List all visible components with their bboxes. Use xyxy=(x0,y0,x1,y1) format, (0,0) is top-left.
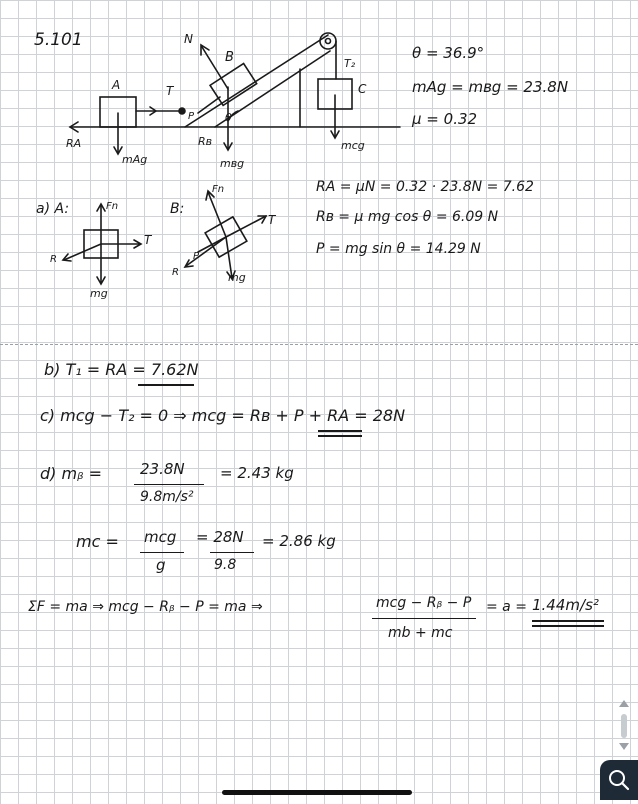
solution-d-mc-den1: g xyxy=(156,556,166,574)
underline-e-2 xyxy=(532,625,604,627)
fbd-b-label-mg: mg xyxy=(228,271,246,284)
solution-c-answer: 28N xyxy=(372,406,406,425)
solution-d-mc-lhs: mc = xyxy=(76,532,119,551)
label-theta: θ xyxy=(225,111,232,124)
problem-number: 5.101 xyxy=(34,30,83,50)
incline-pulley-diagram xyxy=(60,25,420,170)
label-rb: Rʙ xyxy=(198,135,213,148)
solution-e-eq: = a = xyxy=(486,599,527,615)
scroll-down-icon[interactable] xyxy=(619,743,629,750)
label-p: P xyxy=(188,111,195,122)
fbd-a-label-t: T xyxy=(144,233,152,247)
fraction-line-mc-2 xyxy=(210,552,254,553)
label-c: C xyxy=(358,82,367,96)
scroll-up-icon[interactable] xyxy=(619,700,629,707)
label-mbg: mʙg xyxy=(220,157,245,170)
part-b-label: B: xyxy=(170,201,185,217)
label-b: B xyxy=(225,50,234,65)
fbd-a-label-fn: Fn xyxy=(106,201,119,212)
solution-d-mc-num2: = 28N xyxy=(196,528,244,546)
solution-c-prefix: c) mcg − T₂ = 0 ⇒ mcg = Rʙ + P + RΑ = xyxy=(40,406,373,425)
underline-b xyxy=(138,384,194,386)
solution-b xyxy=(44,362,198,378)
fbd-a-label-mg: mg xyxy=(90,287,108,300)
home-indicator[interactable] xyxy=(222,790,412,795)
magnifier-icon xyxy=(600,760,638,800)
solution-d-mc-res: = 2.86 kg xyxy=(262,532,336,550)
scroll-thumb[interactable] xyxy=(621,714,627,738)
solution-e-num: mcg − Rᵦ − P xyxy=(376,595,472,611)
label-a: A xyxy=(112,78,121,92)
solution-b-answer: 7.62N xyxy=(150,360,199,379)
solution-c xyxy=(40,408,405,424)
fbd-b-label-fn: Fn xyxy=(212,184,225,195)
solution-d-mb-num: 23.8N xyxy=(140,460,185,478)
underline-c-2 xyxy=(318,435,362,437)
p-arrow xyxy=(198,97,220,113)
zoom-button[interactable] xyxy=(600,760,638,800)
fbd-b-label-r: R xyxy=(172,267,179,278)
label-t: T xyxy=(166,84,174,98)
given-mu: μ = 0.32 xyxy=(412,110,478,128)
fbd-a-label-r: R xyxy=(50,254,57,265)
given-theta: θ = 36.9° xyxy=(412,44,485,62)
label-ra: RΑ xyxy=(66,137,82,150)
underline-e-1 xyxy=(532,620,604,622)
pulley-small xyxy=(179,108,185,114)
part-a-label: a) A: xyxy=(36,201,70,217)
solution-d-mc-num1: mcg xyxy=(144,528,177,546)
label-mcg: mcg xyxy=(341,139,365,152)
pulley-top-hub xyxy=(326,39,331,44)
fraction-line-mb xyxy=(134,484,204,485)
normal-arrow-b-head xyxy=(201,45,209,55)
underline-c-1 xyxy=(318,430,362,432)
equation-ra: RΑ = μN = 0.32 · 23.8N = 7.62 xyxy=(316,179,534,195)
solution-d-mb-den: 9.8m/s² xyxy=(140,489,194,505)
fbd-b-label-p: P xyxy=(193,251,200,262)
label-mag: mΑg xyxy=(122,153,148,166)
fbd-b-r-arrow xyxy=(186,237,226,266)
solution-e-den: mb + mc xyxy=(388,625,453,641)
page-divider xyxy=(0,344,638,345)
label-t2: T₂ xyxy=(344,57,356,70)
solution-e-part1: ΣF = ma ⇒ mcg − Rᵦ − P = ma ⇒ xyxy=(28,599,263,615)
equation-p: P = mg sin θ = 14.29 N xyxy=(316,241,481,257)
fbd-b-t-arrow xyxy=(226,216,266,237)
solution-d-mb-res: = 2.43 kg xyxy=(220,464,294,482)
fraction-line-e xyxy=(372,618,476,619)
solution-d-mc-den2: 9.8 xyxy=(214,557,237,573)
given-weight: mΑg = mʙg = 23.8N xyxy=(412,78,569,96)
solution-b-prefix: b) T₁ = RΑ = xyxy=(44,360,151,379)
label-n: N xyxy=(184,32,193,46)
fraction-line-mc-1 xyxy=(140,552,184,553)
solution-d-mb-lhs: d) mᵦ = xyxy=(40,464,102,483)
solution-e-answer: 1.44m/s² xyxy=(532,596,599,614)
equation-rb: Rʙ = μ mg cos θ = 6.09 N xyxy=(316,209,499,225)
fbd-b-label-t: T xyxy=(268,213,276,227)
